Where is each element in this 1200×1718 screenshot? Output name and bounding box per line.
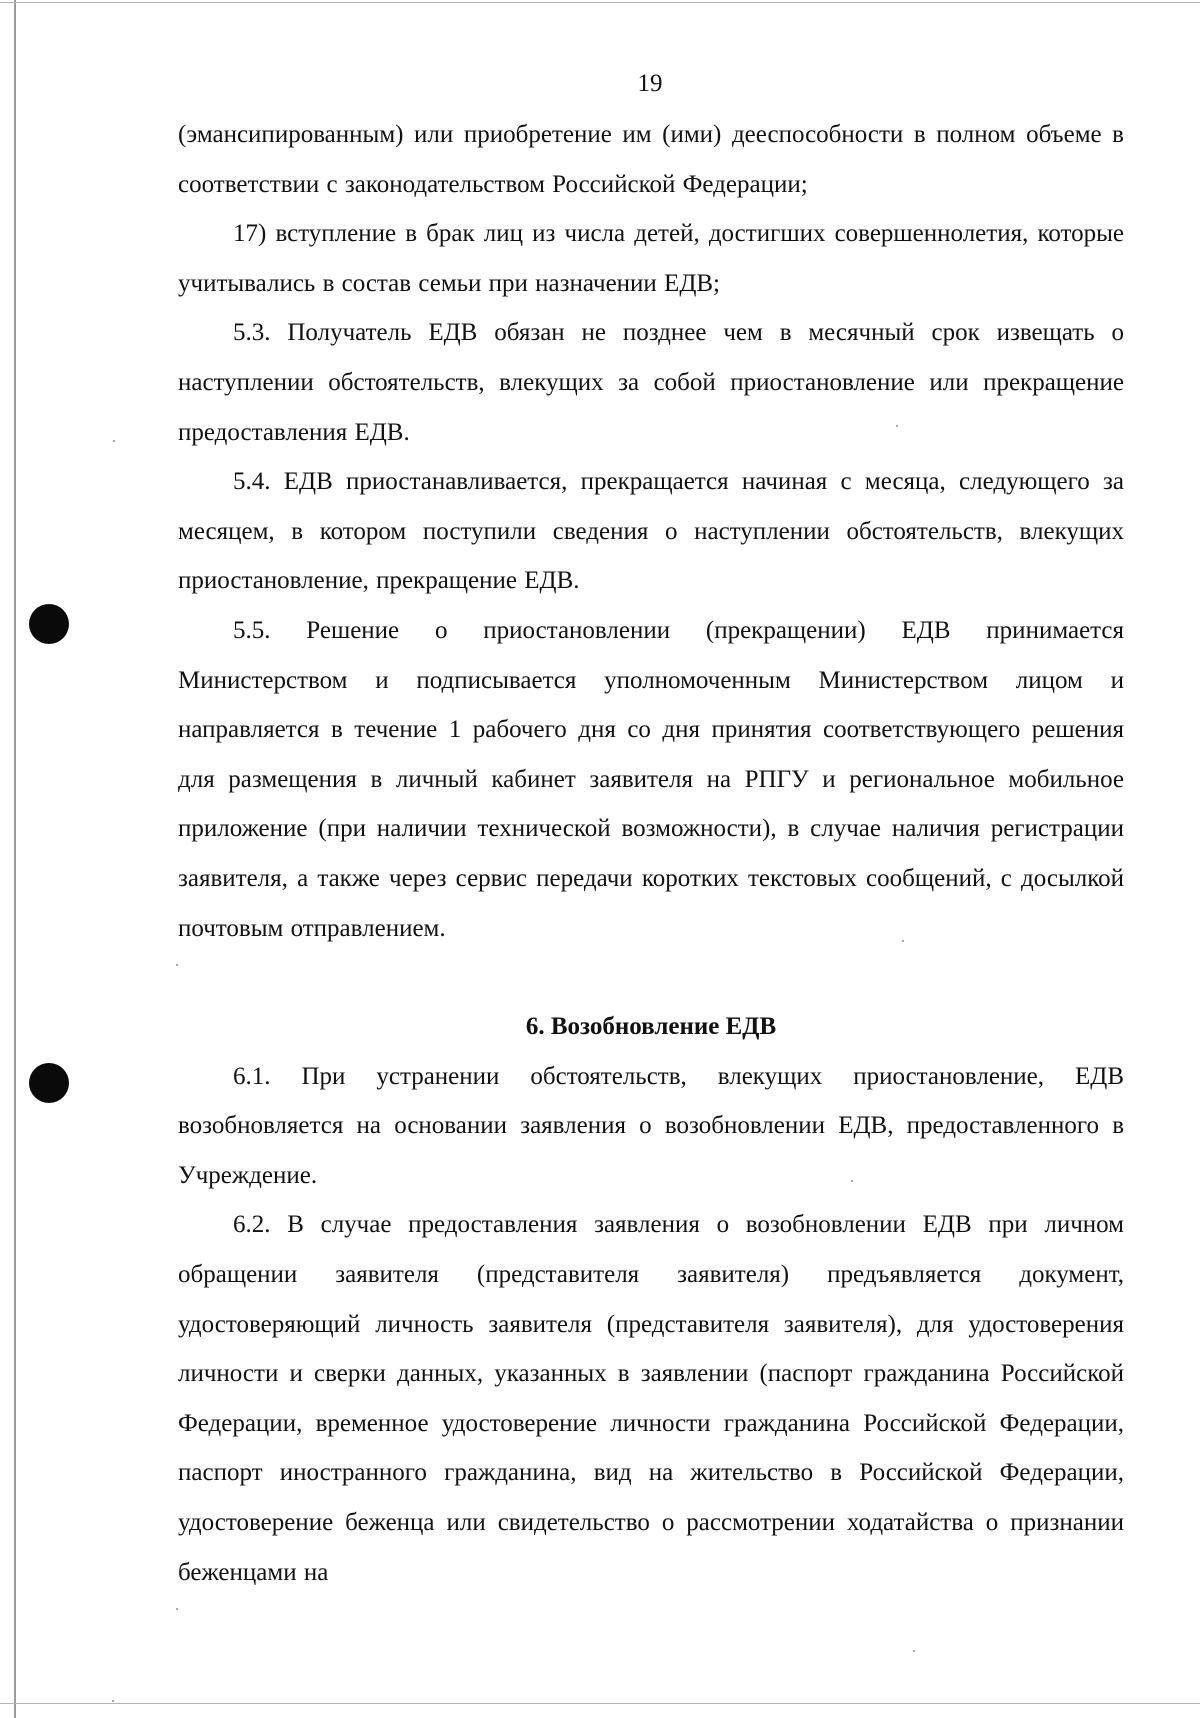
paragraph-5-3: 5.3. Получатель ЕДВ обязан не позднее чем в месячный срок извещать о наступлении обстоятельств, влекущих за собой приостановление или прекращение предоставления ЕДВ. (178, 319, 1124, 446)
scan-speck (896, 425, 898, 427)
paragraph-6-1: 6.1. При устранении обстоятельств, влекущих приостановление, ЕДВ возобновляется на основании заявления о возобновлении ЕДВ, предоставленного в Учреждение. (178, 1062, 1124, 1189)
punch-hole-upper (29, 604, 69, 644)
scan-edge-bottom (0, 1703, 1200, 1704)
document-body (178, 110, 1124, 1597)
paragraph-continuation: (эмансипированным) или приобретение им (ими) дееспособности в полном объеме в соответствии с законодательством Российской Федерации; (178, 121, 1124, 198)
scan-edge-top (0, 2, 1200, 3)
paragraph-5-5: 5.5. Решение о приостановлении (прекращении) ЕДВ принимается Министерством и подписывается уполномоченным Министерством лицом и направляется в течение 1 рабочего дня со дня принятия соответствующего решения для размещения в личный кабинет заявителя на РПГУ и региональное мобильное приложение (при наличии технической возможности), в случае наличия регистрации заявителя, а также через сервис передачи коротких текстовых сообщений, с досылкой почтовым отправлением. (178, 616, 1124, 942)
scan-speck (112, 1700, 114, 1702)
page-number: 19 (637, 70, 663, 97)
scan-speck (851, 1180, 853, 1182)
scan-speck (902, 940, 904, 942)
scan-speck (113, 440, 115, 442)
paragraph-6-2: 6.2. В случае предоставления заявления о возобновлении ЕДВ при личном обращении заявителя (представителя заявителя) предъявляется документ, удостоверяющий личность заявителя (представителя заявителя), для удостоверения личности и сверки данных, указанных в заявлении (паспорт гражданина Российской Федерации, временное удостоверение личности гражданина Российской Федерации, паспорт иностранного гражданина, вид на жительство в Российской Федерации, удостоверение беженца или свидетельство о рассмотрении ходатайства о признании беженцами на (178, 1211, 1124, 1586)
scan-speck (176, 1608, 178, 1610)
scan-edge-left (14, 0, 16, 1718)
scan-speck (913, 1650, 915, 1652)
paragraph-item-17: 17) вступление в брак лиц из числа детей, достигших совершеннолетия, которые учитывались в состав семьи при назначении ЕДВ; (178, 220, 1124, 297)
section-heading: 6. Возобновление ЕДВ (525, 1013, 777, 1041)
scan-speck (176, 964, 178, 966)
punch-hole-lower (29, 1063, 69, 1103)
paragraph-5-4: 5.4. ЕДВ приостанавливается, прекращается начиная с месяца, следующего за месяцем, в котором поступили сведения о наступлении обстоятельств, влекущих приостановление, прекращение ЕДВ. (178, 468, 1124, 595)
